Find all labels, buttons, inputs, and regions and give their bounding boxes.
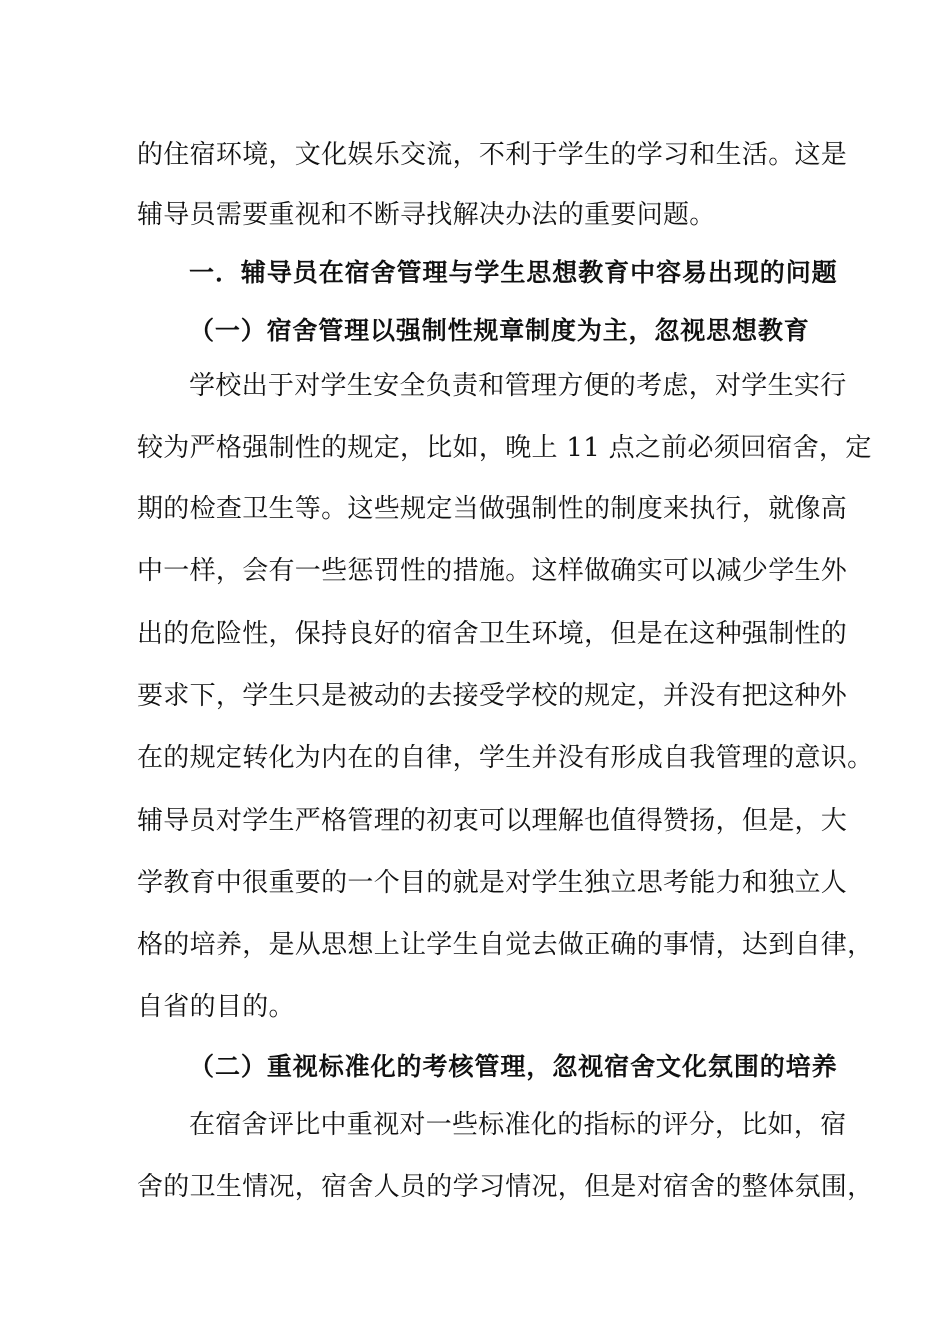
paragraph-line: 在的规定转化为内在的自律，学生并没有形成自我管理的意识。 [137,743,874,773]
paragraph-line: 在宿舍评比中重视对一些标准化的指标的评分，比如，宿 [189,1110,847,1140]
paragraph-line: 舍的卫生情况，宿舍人员的学习情况，但是对宿舍的整体氛围， [137,1172,874,1202]
paragraph-line: 期的检查卫生等。这些规定当做强制性的制度来执行，就像高 [137,494,848,524]
paragraph-line: 中一样，会有一些惩罚性的措施。这样做确实可以减少学生外 [137,556,848,586]
paragraph-line: 学校出于对学生安全负责和管理方便的考虑，对学生实行 [189,371,847,401]
paragraph-line: 出的危险性，保持良好的宿舍卫生环境，但是在这种强制性的 [137,619,848,649]
paragraph-line: 格的培养，是从思想上让学生自觉去做正确的事情，达到自律， [137,930,874,960]
paragraph-line: 较为严格强制性的规定，比如，晚上 11 点之前必须回宿舍，定 [137,433,872,463]
paragraph-line: 的住宿环境，文化娱乐交流，不利于学生的学习和生活。这是 [137,140,848,170]
paragraph-line: 要求下，学生只是被动的去接受学校的规定，并没有把这种外 [137,681,848,711]
paragraph-line: 辅导员需要重视和不断寻找解决办法的重要问题。 [137,200,716,230]
section-heading: 一．辅导员在宿舍管理与学生思想教育中容易出现的问题 [189,258,837,287]
paragraph-line: 自省的目的。 [137,992,295,1022]
paragraph-line: 学教育中很重要的一个目的就是对学生独立思考能力和独立人 [137,868,848,898]
subsection-heading: （二）重视标准化的考核管理，忽视宿舍文化氛围的培养 [189,1052,837,1081]
paragraph-line: 辅导员对学生严格管理的初衷可以理解也值得赞扬，但是，大 [137,806,848,836]
subsection-heading: （一）宿舍管理以强制性规章制度为主，忽视思想教育 [189,316,809,345]
